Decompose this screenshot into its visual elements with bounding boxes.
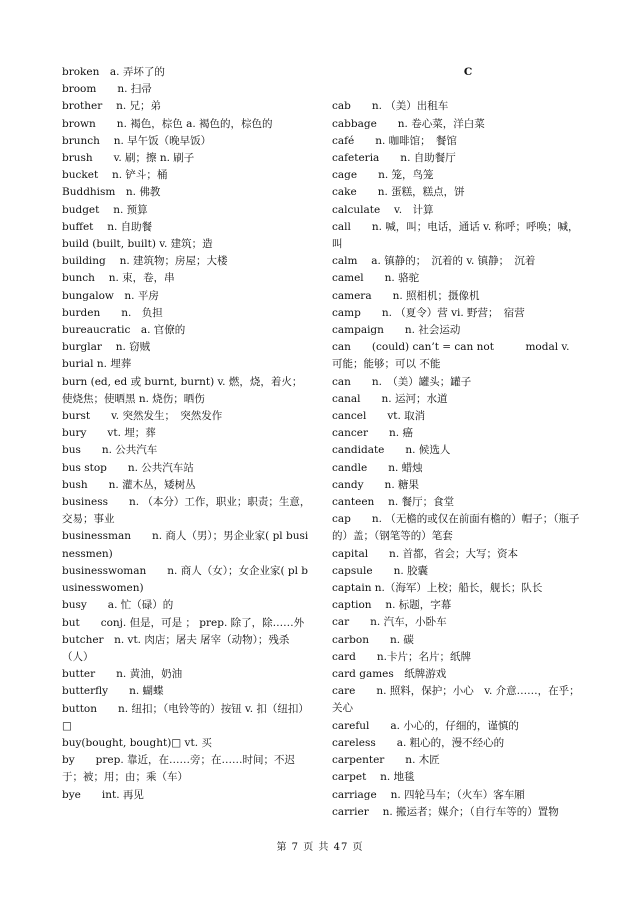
vocab-entry: by prep. 靠近，在……旁；在……时间；不迟于；被；用；由；乘（车） xyxy=(62,754,296,784)
left-entry-list xyxy=(62,64,312,804)
vocab-entry: capital n. 首都，省会；大写；资本 xyxy=(332,547,518,560)
vocab-entry: carbon n. 碳 xyxy=(332,633,414,646)
vocab-entry: carpenter n. 木匠 xyxy=(332,754,440,767)
vocab-entry: canteen n. 餐厅；食堂 xyxy=(332,496,455,509)
vocab-entry: broken a. 弄坏了的 xyxy=(62,66,165,78)
vocab-entry: canal n. 运河；水道 xyxy=(332,392,448,405)
vocab-entry: burglar n. 窃贼 xyxy=(62,341,151,354)
vocab-entry: burn (ed, ed 或 burnt, burnt) v. 燃，烧，着火；使烧焦；使晒黑 n. 烧伤；晒伤 xyxy=(62,375,303,405)
vocab-entry: cabbage n. 卷心菜，洋白菜 xyxy=(332,117,485,130)
vocab-entry: brunch n. 早午饭（晚早饭） xyxy=(62,134,212,147)
vocab-entry: candy n. 糖果 xyxy=(332,478,419,491)
vocab-entry: butterfly n. 蝴蝶 xyxy=(62,685,164,698)
vocab-entry: cap n. （无檐的或仅在前面有檐的）帽子；（瓶子的）盖；（钢笔等的）笔套 xyxy=(332,513,580,543)
vocab-entry: cancel vt. 取消 xyxy=(332,410,426,423)
vocab-entry: carrier n. 搬运者；媒介；（自行车等的）置物 xyxy=(332,805,559,818)
vocab-entry: card n.卡片；名片；纸牌 xyxy=(332,650,471,663)
vocab-entry: bush n. 灌木丛，矮树丛 xyxy=(62,478,196,491)
vocab-entry: carriage n. 四轮马车；（火车）客车厢 xyxy=(332,788,525,801)
vocab-entry: burst v. 突然发生； 突然发作 xyxy=(62,410,223,423)
vocab-entry: building n. 建筑物；房屋；大楼 xyxy=(62,255,228,268)
vocab-entry: capsule n. 胶囊 xyxy=(332,564,429,577)
vocab-entry: camp n. （夏令）营 vi. 野营； 宿营 xyxy=(332,306,525,319)
vocab-entry: buy(bought, bought)□ vt. 买 xyxy=(62,736,212,749)
vocab-entry: business n. （本分）工作，职业；职责；生意，交易；事业 xyxy=(62,496,311,526)
vocab-entry: broom n. 扫帚 xyxy=(62,83,152,96)
vocab-entry: campaign n. 社会运动 xyxy=(332,324,461,337)
vocab-entry: calculate v. 计算 xyxy=(332,203,434,216)
vocab-entry: captain n.（海军）上校；船长，舰长；队长 xyxy=(332,582,543,595)
vocab-entry: budget n. 预算 xyxy=(62,203,148,216)
vocab-entry: careless a. 粗心的，漫不经心的 xyxy=(332,736,505,749)
vocab-entry: can n. （美）罐头；罐子 xyxy=(332,375,472,388)
vocab-entry: businesswoman n. 商人（女）；女企业家( pl businesswomen) xyxy=(62,564,309,595)
vocab-entry: button n. 纽扣；（电铃等的）按钮 v. 扣（纽扣）□ xyxy=(62,702,309,732)
section-heading: C xyxy=(463,66,473,78)
vocab-entry: but conj. 但是，可是 ； prep. 除了，除……外 xyxy=(62,616,305,629)
vocab-entry: card games 纸牌游戏 xyxy=(332,668,447,681)
vocab-entry: caption n. 标题，字幕 xyxy=(332,599,452,612)
vocab-entry: careful a. 小心的，仔细的，谨慎的 xyxy=(332,719,519,732)
vocab-entry: call n. 喊，叫；电话，通话 v. 称呼；呼唤；喊，叫 xyxy=(332,220,579,250)
vocab-entry: candidate n. 候选人 xyxy=(332,444,451,457)
vocab-entry: burial n. 埋葬 xyxy=(62,358,132,371)
left-column xyxy=(62,64,312,804)
vocab-entry: bus n. 公共汽车 xyxy=(62,444,158,457)
vocab-entry: butcher n. vt. 肉店；屠夫 屠宰（动物）；残杀（人） xyxy=(62,633,290,663)
vocab-entry: can (could) can’t = can not modal v. 可能；能够；可以 不能 xyxy=(332,341,570,371)
vocab-entry: bucket n. 铲斗；桶 xyxy=(62,169,168,182)
vocab-entry: bungalow n. 平房 xyxy=(62,289,159,302)
vocab-entry: brown n. 褐色，棕色 a. 褐色的，棕色的 xyxy=(62,117,273,130)
vocab-entry: cafeteria n. 自助餐厅 xyxy=(332,151,456,164)
vocab-entry: busy a. 忙（碌）的 xyxy=(62,599,174,612)
vocab-entry: bus stop n. 公共汽车站 xyxy=(62,461,194,474)
vocab-entry: care n. 照料，保护；小心 v. 介意……，在乎；关心 xyxy=(332,685,580,715)
page-footer: 第 7 页 共 47 页 xyxy=(276,842,364,853)
vocab-entry: butter n. 黄油，奶油 xyxy=(62,668,183,681)
vocab-entry: carpet n. 地毯 xyxy=(332,771,415,784)
vocab-entry: build (built, built) v. 建筑；造 xyxy=(62,238,213,251)
vocab-entry: cake n. 蛋糕，糕点，饼 xyxy=(332,186,465,199)
vocab-entry: camera n. 照相机；摄像机 xyxy=(332,289,480,302)
vocab-entry: bye int. 再见 xyxy=(62,788,144,801)
vocab-entry: calm a. 镇静的； 沉着的 v. 镇静； 沉着 xyxy=(332,255,536,268)
vocab-entry: café n. 咖啡馆； 餐馆 xyxy=(332,134,457,147)
vocab-entry: bureaucratic a. 官僚的 xyxy=(62,324,186,337)
vocab-entry: car n. 汽车，小卧车 xyxy=(332,616,447,629)
vocab-entry: cage n. 笼，鸟笼 xyxy=(332,169,434,182)
vocab-entry: buffet n. 自助餐 xyxy=(62,220,153,233)
vocab-entry: burden n. 负担 xyxy=(62,306,163,319)
vocab-entry: candle n. 蜡烛 xyxy=(332,461,423,474)
vocab-entry: brother n. 兄；弟 xyxy=(62,100,162,113)
vocab-entry: Buddhism n. 佛教 xyxy=(62,186,161,199)
vocab-entry: cab n. （美）出租车 xyxy=(332,100,449,113)
right-column xyxy=(332,64,582,821)
vocab-entry: bury vt. 埋；葬 xyxy=(62,427,156,440)
vocab-entry: cancer n. 癌 xyxy=(332,427,413,440)
vocab-entry: brush v. 刷；擦 n. 刷子 xyxy=(62,152,195,165)
vocab-entry: bunch n. 束，卷，串 xyxy=(62,272,175,285)
right-entry-list xyxy=(332,98,582,821)
vocab-entry: businessman n. 商人（男）；男企业家( pl businessmen) xyxy=(62,530,309,560)
vocab-entry: camel n. 骆驼 xyxy=(332,272,420,285)
